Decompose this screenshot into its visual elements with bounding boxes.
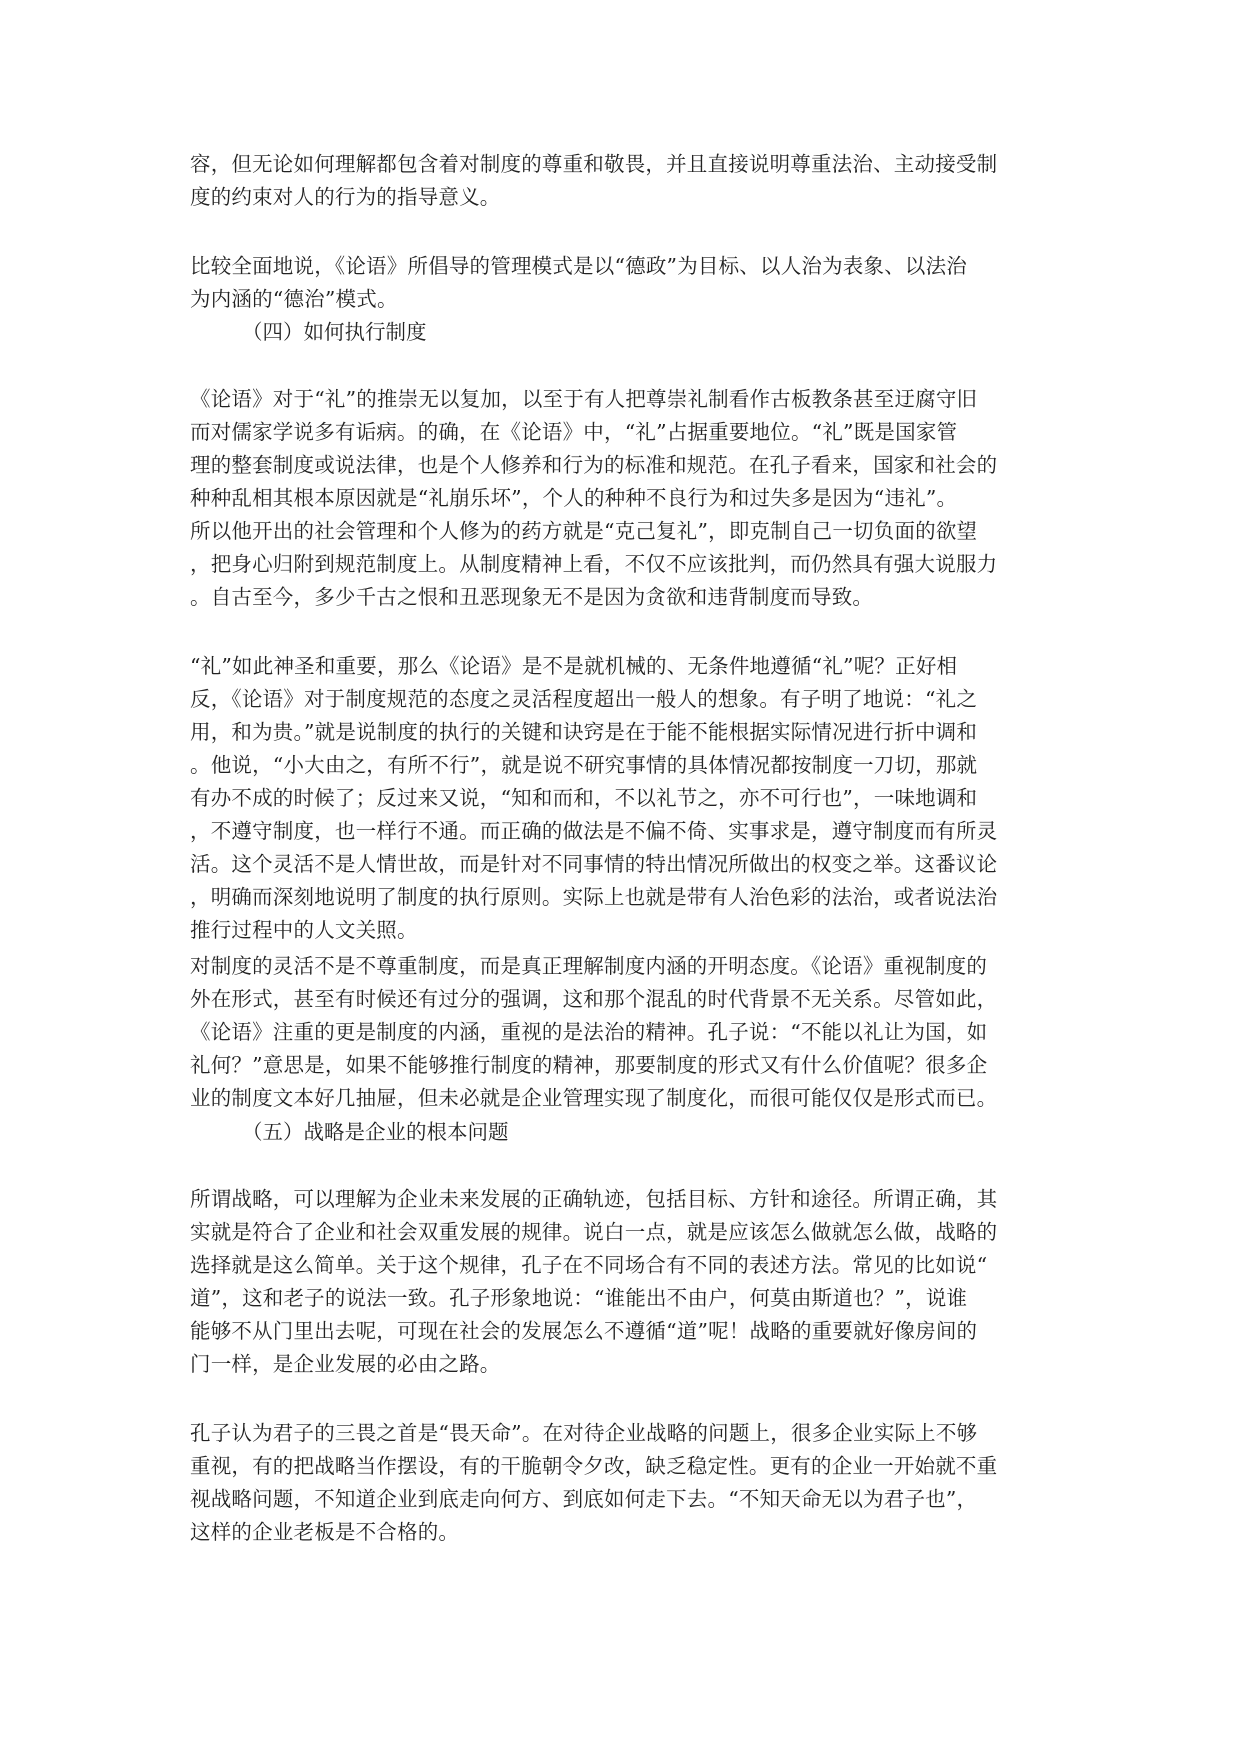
paragraph-1: 容，但无论如何理解都包含着对制度的尊重和敬畏，并且直接说明尊重法治、主动接受制 度的约束对人的行为的指导意义。 <box>190 152 998 209</box>
paragraph-5: 对制度的灵活不是不尊重制度，而是真正理解制度内涵的开明态度。《论语》重视制度的 外在形式，甚至有时候还有过分的强调，这和那个混乱的时代背景不无关系。尽管如此， 《论语》注重的更是制度的内涵，重视的是法治的精神。孔子说：“不能以礼让为国，如 礼何？”意思是，如果不能够推行制度的精神，那要制度的形式又有什么价值呢？很多企 业的制度文本好几抽屉，但未必就是企业管理实现了制度化，而很可能仅仅是形式而已。 <box>190 954 998 1110</box>
paragraph-4: “礼”如此神圣和重要，那么《论语》是不是就机械的、无条件地遵循“礼”呢？正好相 反，《论语》对于制度规范的态度之灵活程度超出一般人的想象。有子明了地说：“礼之 用，和为贵。”就是说制度的执行的关键和诀窍是在于能不能根据实际情况进行折中调和 。他说，“小大由之，有所不行”，就是说不研究事情的具体情况都按制度一刀切，那就 有办不成的时候了；反过来又说，“知和而和，不以礼节之，亦不可行也”，一味地调和 ，不遵守制度，也一样行不通。而正确的做法是不偏不倚、实事求是，遵守制度而有所灵 活。这个灵活不是人情世故，而是针对不同事情的特出情况所做出的权变之举。这番议论 ，明确而深刻地说明了制度的执行原则。实际上也就是带有人治色彩的法治，或者说法治 推行过程中的人文关照。 <box>190 654 998 942</box>
section-heading-4: （四）如何执行制度 <box>242 320 427 344</box>
paragraph-6: 所谓战略，可以理解为企业未来发展的正确轨迹，包括目标、方针和途径。所谓正确，其 实就是符合了企业和社会双重发展的规律。说白一点，就是应该怎么做就怎么做，战略的 选择就是这么简单。关于这个规律，孔子在不同场合有不同的表述方法。常见的比如说“ 道”，这和老子的说法一致。孔子形象地说：“谁能出不由户，何莫由斯道也？”，说谁 能够不从门里出去呢，可现在社会的发展怎么不遵循“道”呢！战略的重要就好像房间的 门一样，是企业发展的必由之路。 <box>190 1187 998 1376</box>
paragraph-3: 《论语》对于“礼”的推崇无以复加，以至于有人把尊崇礼制看作古板教条甚至迂腐守旧 而对儒家学说多有诟病。的确，在《论语》中，“礼”占据重要地位。“礼”既是国家管 理的整套制度或说法律，也是个人修养和行为的标准和规范。在孔子看来，国家和社会的 种种乱相其根本原因就是“礼崩乐坏”，个人的种种不良行为和过失多是因为“违礼”。 所以他开出的社会管理和个人修为的药方就是“克己复礼”，即克制自己一切负面的欲望 ，把身心归附到规范制度上。从制度精神上看，不仅不应该批判，而仍然具有强大说服力 。自古至今，多少千古之恨和丑恶现象无不是因为贪欲和违背制度而导致。 <box>190 387 998 609</box>
section-heading-5: （五）战略是企业的根本问题 <box>242 1120 509 1144</box>
paragraph-7: 孔子认为君子的三畏之首是“畏天命”。在对待企业战略的问题上，很多企业实际上不够 重视，有的把战略当作摆设，有的干脆朝令夕改，缺乏稳定性。更有的企业一开始就不重 视战略问题，不知道企业到底走向何方、到底如何走下去。“不知天命无以为君子也”， 这样的企业老板是不合格的。 <box>190 1421 998 1544</box>
paragraph-2: 比较全面地说，《论语》所倡导的管理模式是以“德政”为目标、以人治为表象、以法治 为内涵的“德治”模式。 <box>190 254 968 311</box>
